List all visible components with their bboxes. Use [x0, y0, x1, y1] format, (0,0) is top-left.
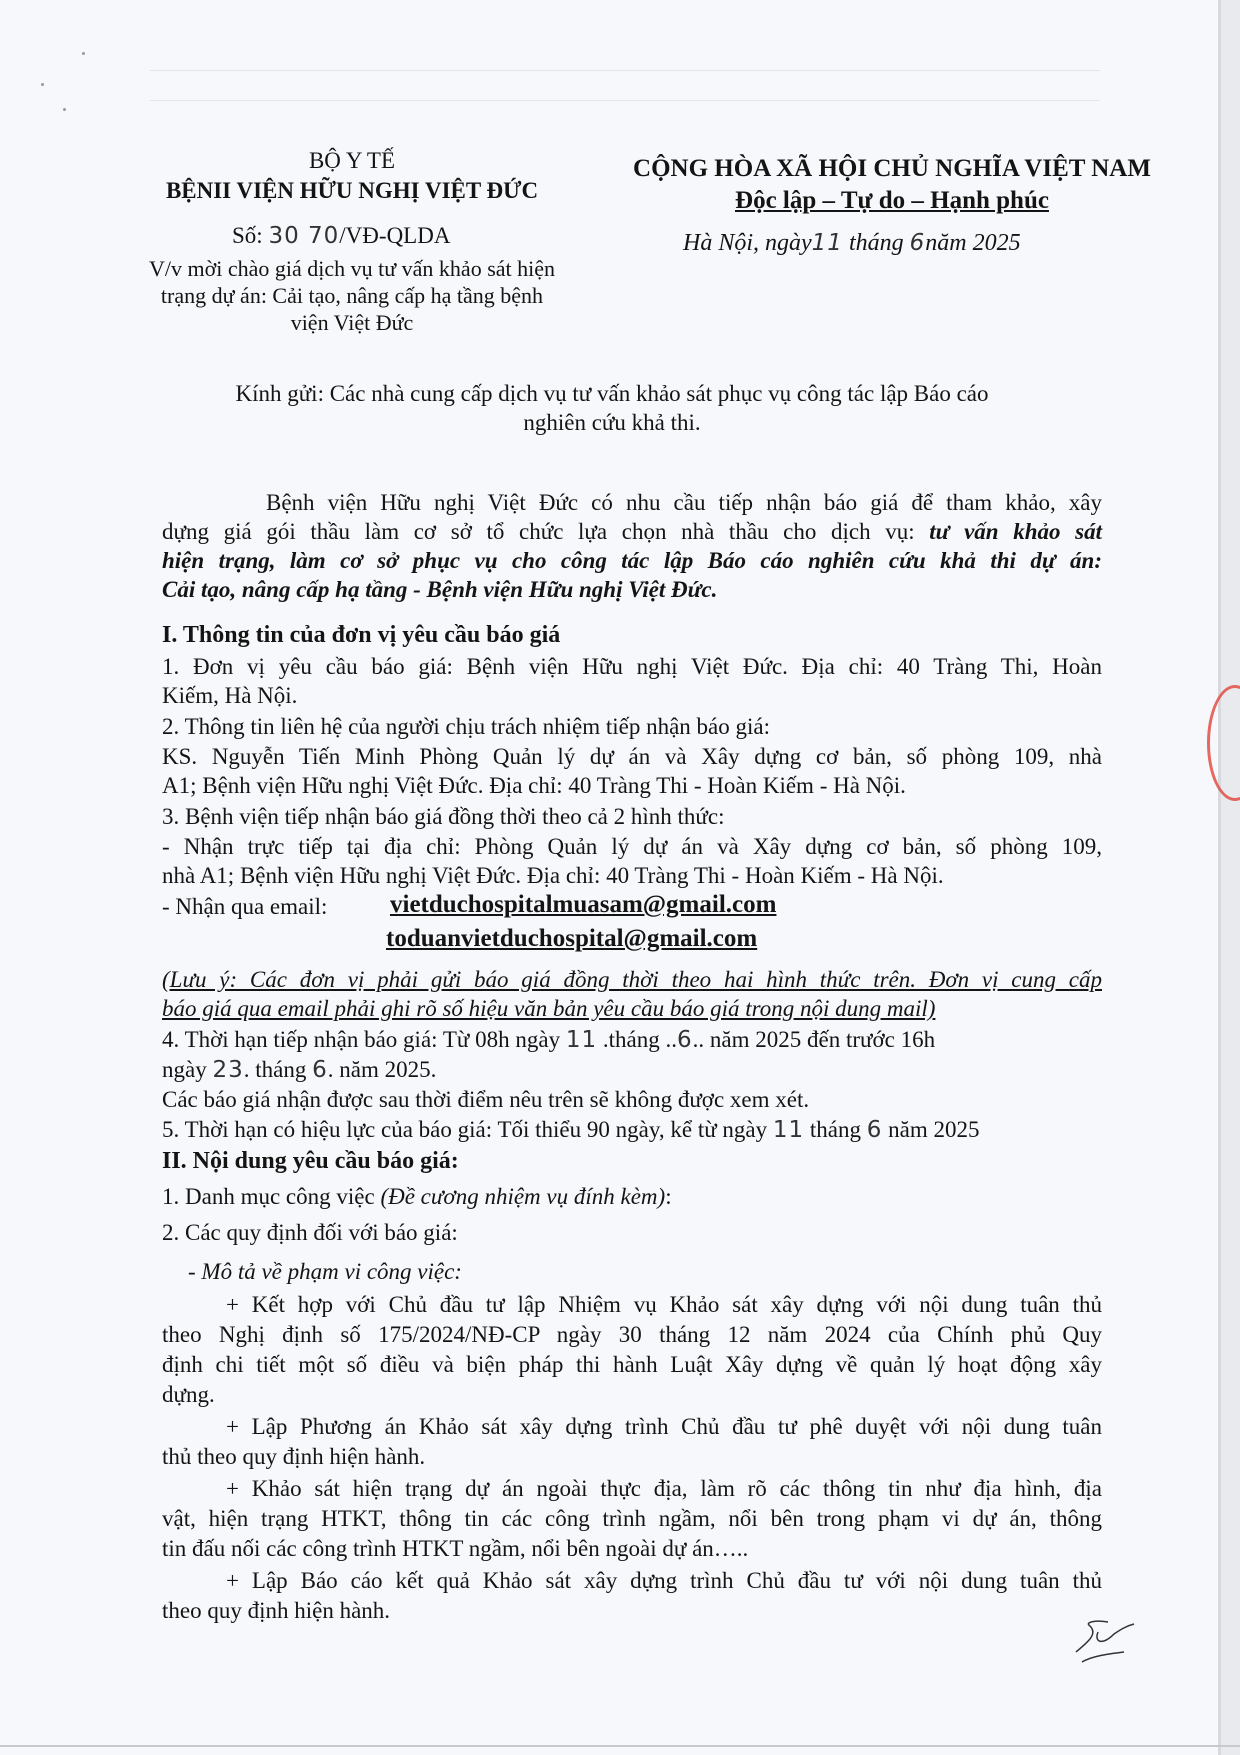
subject-line-3: viện Việt Đức: [290, 310, 414, 335]
deadline-end-month-handwritten: 6: [312, 1057, 328, 1083]
scope-p2-line-2: thủ theo quy định hiện hành.: [162, 1444, 426, 1469]
issue-date: [683, 230, 1021, 257]
doc-number-handwritten: 30 70: [268, 223, 340, 249]
s1-item-3a: - Nhận trực tiếp tại địa chỉ: Phòng Quản lý dự án và Xây dựng cơ bản, số phòng 109,: [162, 834, 1102, 859]
s2-item-2: 2. Các quy định đối với báo giá:: [162, 1220, 458, 1245]
guide-line: [150, 70, 1100, 71]
date-prefix: Hà Nội, ngày: [683, 230, 812, 256]
republic-title: CỘNG HÒA XÃ HỘI CHỦ NGHĨA VIỆT NAM: [633, 155, 1151, 182]
s1-item-3: 3. Bệnh viện tiếp nhận báo giá đồng thời theo cả 2 hình thức:: [162, 804, 725, 829]
scope-p4-line-2: theo quy định hiện hành.: [162, 1598, 391, 1623]
date-month-handwritten: 6: [909, 230, 926, 256]
s1-item-5: 5. Thời hạn có hiệu lực của báo giá: Tối thiểu 90 ngày, kể từ ngày 11 tháng 6 năm 2025: [162, 1117, 980, 1143]
scope-p1-line-4: dựng.: [162, 1382, 215, 1407]
page-bottom-edge: [0, 1745, 1240, 1747]
s1-item-4a: 4. Thời hạn tiếp nhận báo giá: Từ 08h ngày 11 .tháng ..6.. năm 2025 đến trước 16h: [162, 1027, 936, 1053]
ministry-name: BỘ Y TẾ: [308, 148, 396, 173]
date-month-label: tháng: [848, 230, 904, 256]
s1-item-3b: nhà A1; Bệnh viện Hữu nghị Việt Đức. Địa chỉ: 40 Tràng Thi - Hoàn Kiếm - Hà Nội.: [162, 863, 944, 888]
s1-item-4b: ngày 23. tháng 6. năm 2025.: [162, 1057, 437, 1083]
guide-line: [150, 100, 1100, 101]
email-link-1[interactable]: vietduchospitalmuasam@gmail.com: [390, 891, 777, 918]
date-suffix: năm 2025: [925, 230, 1021, 256]
s1-item-2b: A1; Bệnh viện Hữu nghị Việt Đức. Địa chỉ: 40 Tràng Thi - Hoàn Kiếm - Hà Nội.: [162, 773, 906, 798]
scope-p1-line-3: định chi tiết một số điều và biện pháp thi hành Luật Xây dựng về quản lý hoạt động xây: [162, 1352, 1102, 1377]
intro-line-1: Bệnh viện Hữu nghị Việt Đức có nhu cầu tiếp nhận báo giá để tham khảo, xây: [266, 490, 1102, 515]
date-day-handwritten: 11: [811, 230, 843, 256]
scope-p1-line-1: + Kết hợp với Chủ đầu tư lập Nhiệm vụ Khảo sát xây dựng với nội dung tuân thủ: [226, 1292, 1102, 1317]
scope-p3-line-2: vật, hiện trạng HTKT, thông tin các công trình ngầm, nổi bên trong phạm vi dự án, thông: [162, 1506, 1102, 1531]
note-line-1: (Lưu ý: Các đơn vị phải gửi báo giá đồng thời theo hai hình thức trên. Đơn vị cung cấp: [162, 967, 1102, 992]
scope-p2-line-1: + Lập Phương án Khảo sát xây dựng trình Chủ đầu tư phê duyệt với nội dung tuân: [226, 1414, 1102, 1439]
initials-signature: [1068, 1612, 1138, 1672]
s2-item-1: 1. Danh mục công việc (Đề cương nhiệm vụ đính kèm):: [162, 1184, 672, 1209]
national-motto: [612, 187, 1172, 215]
recipient-line-1: Kính gửi: Các nhà cung cấp dịch vụ tư vấn khảo sát phục vụ công tác lập Báo cáo: [235, 381, 989, 406]
deadline-start-month-handwritten: 6: [677, 1027, 693, 1053]
email-link-2[interactable]: toduanvietduchospital@gmail.com: [386, 925, 758, 952]
validity-day-handwritten: 11: [772, 1117, 805, 1143]
scan-speck: [82, 52, 85, 55]
hospital-name: BỆNII VIỆN HỮU NGHỊ VIỆT ĐỨC: [165, 178, 539, 203]
section-1-title: I. Thông tin của đơn vị yêu cầu báo giá: [162, 622, 561, 648]
deadline-end-day-handwritten: 23: [212, 1057, 244, 1083]
subject-line-2: trạng dự án: Cải tạo, nâng cấp hạ tầng bệnh: [160, 283, 544, 308]
validity-month-handwritten: 6: [866, 1117, 883, 1143]
scope-p3-line-1: + Khảo sát hiện trạng dự án ngoài thực địa, làm rõ các thông tin như địa hình, địa: [226, 1476, 1102, 1501]
s1-item-2a: KS. Nguyễn Tiến Minh Phòng Quản lý dự án và Xây dựng cơ bản, số phòng 109, nhà: [162, 744, 1102, 769]
doc-number-label: Số:: [232, 223, 263, 248]
s1-email-label: - Nhận qua email:: [162, 894, 328, 919]
note-line-2: báo giá qua email phải ghi rõ số hiệu văn bản yêu cầu báo giá trong nội dung mail): [162, 996, 936, 1021]
s1-item-2: 2. Thông tin liên hệ của người chịu trách nhiệm tiếp nhận báo giá:: [162, 714, 770, 739]
recipient-line-2: nghiên cứu khả thi.: [523, 410, 701, 435]
scan-speck: [41, 83, 44, 86]
intro-line-2: dựng giá gói thầu làm cơ sở tổ chức lựa chọn nhà thầu cho dịch vụ: tư vấn khảo sát: [162, 519, 1102, 544]
section-2-title: II. Nội dung yêu cầu báo giá:: [162, 1148, 459, 1174]
scan-speck: [63, 108, 66, 111]
s1-item-4c: Các báo giá nhận được sau thời điểm nêu trên sẽ không được xem xét.: [162, 1087, 810, 1112]
intro-line-3: hiện trạng, làm cơ sở phục vụ cho công tác lập Báo cáo nghiên cứu khả thi dự án:: [162, 548, 1102, 573]
intro-line-4: Cải tạo, nâng cấp hạ tầng - Bệnh viện Hữu nghị Việt Đức.: [162, 577, 718, 602]
page-edge-shadow: [1221, 0, 1240, 1755]
deadline-start-day-handwritten: 11: [565, 1027, 598, 1053]
scope-p3-line-3: tin đấu nối các công trình HTKT ngầm, nổi bên ngoài dự án…..: [162, 1536, 749, 1561]
motto-text: Độc lập – Tự do – Hạnh phúc: [735, 187, 1049, 214]
scope-p1-line-2: theo Nghị định số 175/2024/NĐ-CP ngày 30 tháng 12 năm 2024 của Chính phủ Quy: [162, 1322, 1102, 1347]
scope-p4-line-1: + Lập Báo cáo kết quả Khảo sát xây dựng trình Chủ đầu tư với nội dung tuân thủ: [226, 1568, 1102, 1593]
s1-item-1a: 1. Đơn vị yêu cầu báo giá: Bệnh viện Hữu nghị Việt Đức. Địa chỉ: 40 Tràng Thi, Hoàn: [162, 654, 1102, 679]
document-number: [232, 223, 450, 249]
doc-number-suffix: /VĐ-QLDA: [339, 223, 451, 248]
scope-heading: - Mô tả về phạm vi công việc:: [188, 1259, 462, 1284]
subject-line-1: V/v mời chào giá dịch vụ tư vấn khảo sát hiện: [148, 256, 556, 281]
s1-item-1b: Kiếm, Hà Nội.: [162, 683, 298, 708]
